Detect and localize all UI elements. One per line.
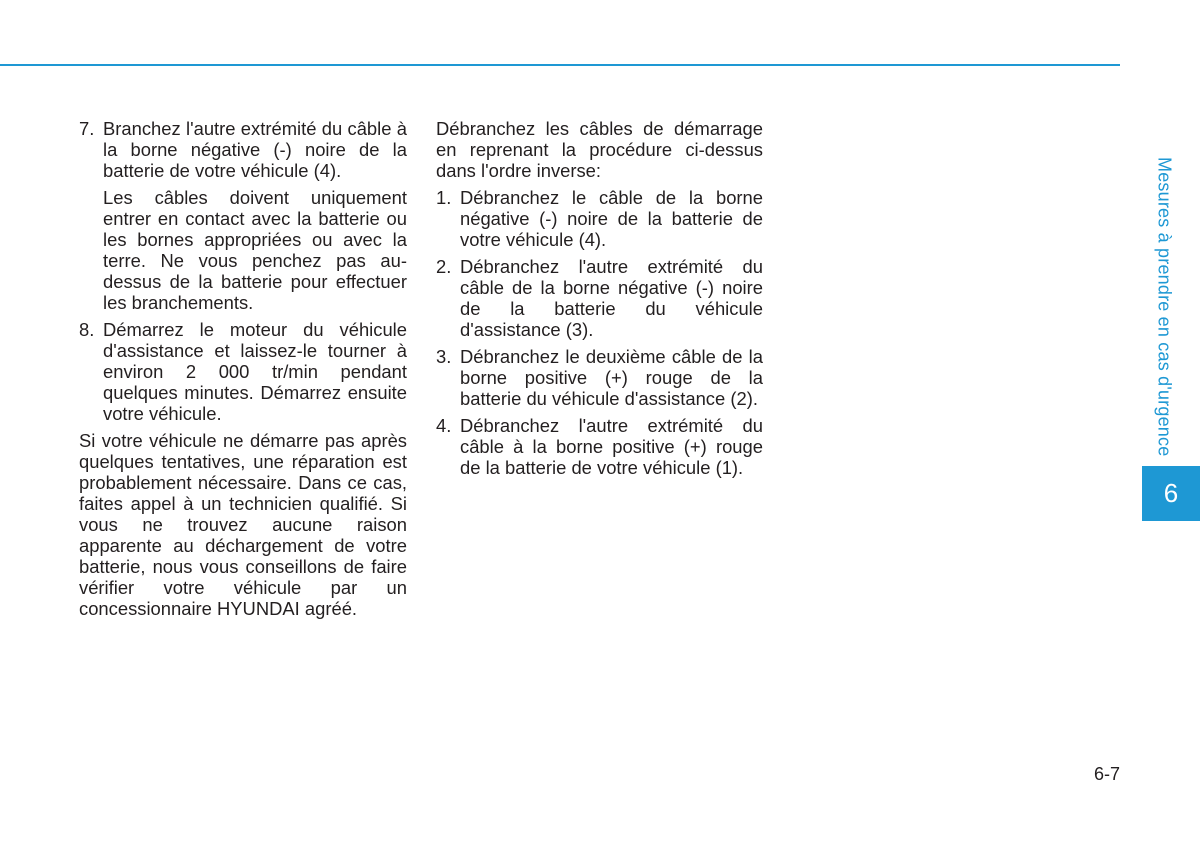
body-paragraph: Si votre véhicule ne démarre pas après quelques tentatives, une réparation est probablement nécessaire. Dans ce cas, faites appel à un technicien qualifié. Si vous ne trouvez aucune raison apparente au déchargement de votre batterie, nous vous conseillons de faire vérifier votre véhicule par un concessionnaire HYUNDAI agréé. xyxy=(79,430,407,619)
list-item xyxy=(436,187,763,250)
list-item xyxy=(79,118,407,181)
chapter-side-title xyxy=(1149,157,1179,459)
list-item xyxy=(436,415,763,478)
step-text: Débranchez l'autre extrémité du câble de la borne négative (-) noire de la batterie du véhicule d'assistance (3). xyxy=(460,256,763,340)
step-text: Débranchez l'autre extrémité du câble à la borne positive (+) rouge de la batterie de votre véhicule (1). xyxy=(460,415,763,478)
list-item xyxy=(79,319,407,424)
left-column xyxy=(79,118,407,625)
header-rule xyxy=(0,64,1120,66)
step-text: Démarrez le moteur du véhicule d'assistance et laissez-le tourner à environ 2 000 tr/min pendant quelques minutes. Démarrez ensuite votre véhicule. xyxy=(103,319,407,424)
step-number: 8. xyxy=(79,319,95,340)
list-item xyxy=(436,256,763,340)
step-text: Branchez l'autre extrémité du câble à la borne négative (-) noire de la batterie de votre véhicule (4). xyxy=(103,118,407,181)
list-item xyxy=(436,346,763,409)
chapter-number: 6 xyxy=(1163,478,1179,508)
step-number: 3. xyxy=(436,346,452,367)
chapter-title-text: Mesures à prendre en cas d'urgence xyxy=(1154,157,1175,457)
right-column xyxy=(436,118,763,484)
step-number: 1. xyxy=(436,187,452,208)
step-text: Débranchez le câble de la borne négative (-) noire de la batterie de votre véhicule (4). xyxy=(460,187,763,250)
step-text: Débranchez le deuxième câble de la borne positive (+) rouge de la batterie du véhicule d'assistance (2). xyxy=(460,346,763,409)
intro-paragraph: Débranchez les câbles de démarrage en reprenant la procédure ci-dessus dans l'ordre inverse: xyxy=(436,118,763,181)
step-note: Les câbles doivent uniquement entrer en contact avec la batterie ou les bornes appropriées ou avec la terre. Ne vous penchez pas au-dessus de la batterie pour effectuer les branchements. xyxy=(103,187,407,313)
step-number: 7. xyxy=(79,118,95,139)
chapter-tab xyxy=(1142,466,1200,521)
page-number: 6-7 xyxy=(1093,764,1120,784)
step-number: 2. xyxy=(436,256,452,277)
step-number: 4. xyxy=(436,415,452,436)
